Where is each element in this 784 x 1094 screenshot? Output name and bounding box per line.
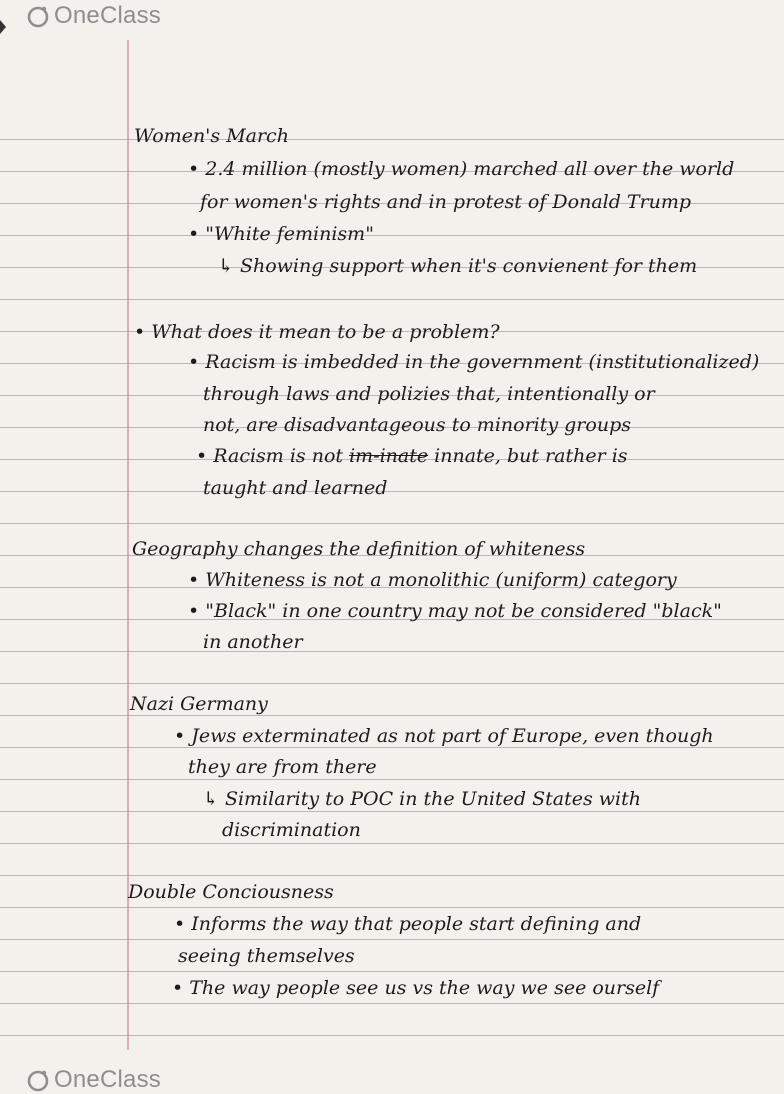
heading-nazi-germany: Nazi Germany	[130, 693, 268, 715]
note-line: ↳ Showing support when it's convienent for them	[218, 255, 698, 277]
logo-text: OneClass	[54, 1066, 161, 1093]
note-line: • Racism is imbedded in the government (institutionalized)	[188, 351, 760, 373]
heading-womens-march: Women's March	[134, 125, 289, 147]
note-line: discrimination	[222, 819, 361, 841]
oneclass-logo-bottom	[26, 1066, 161, 1094]
oneclass-ring-icon	[26, 4, 50, 28]
note-line: • What does it mean to be a problem?	[134, 321, 500, 343]
struck-out-text: im-inate	[349, 445, 429, 467]
note-line: • "Black" in one country may not be considered "black"	[188, 600, 722, 622]
note-text: innate, but rather is	[434, 445, 628, 467]
note-line: • The way people see us vs the way we see ourself	[172, 977, 660, 999]
oneclass-logo-top	[26, 2, 161, 30]
note-line: • Whiteness is not a monolithic (uniform) category	[188, 569, 677, 591]
note-line: through laws and polizies that, intentionally or	[203, 383, 655, 405]
note-line: taught and learned	[203, 477, 388, 499]
note-line: seeing themselves	[178, 945, 355, 967]
note-line: for women's rights and in protest of Donald Trump	[200, 191, 692, 213]
note-line: • "White feminism"	[188, 223, 374, 245]
note-line	[196, 444, 628, 468]
note-line: • 2.4 million (mostly women) marched all over the world	[188, 158, 735, 180]
oneclass-ring-icon	[26, 1068, 50, 1092]
logo-text: OneClass	[54, 2, 161, 29]
note-line: in another	[203, 631, 303, 653]
note-line: • Jews exterminated as not part of Europe, even though	[174, 725, 714, 747]
note-line: ↳ Similarity to POC in the United States with	[203, 788, 641, 810]
corner-arrow-icon	[0, 20, 6, 34]
heading-double-consciousness: Double Conciousness	[128, 881, 334, 903]
heading-geography: Geography changes the definition of whiteness	[132, 538, 586, 560]
note-line: not, are disadvantageous to minority groups	[203, 414, 631, 436]
note-line: they are from there	[188, 756, 377, 778]
note-line: • Informs the way that people start defining and	[174, 913, 642, 935]
note-text: • Racism is not	[196, 445, 344, 467]
